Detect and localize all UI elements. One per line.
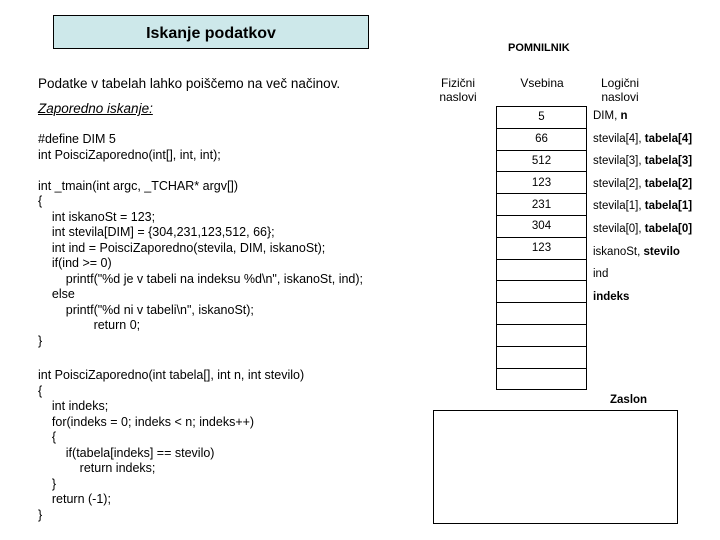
logical-label-plain: stevila[4], [593,132,645,145]
memory-row [497,237,587,259]
logical-label-bold: tabela[4] [644,132,693,145]
column-header-content: Vsebina [520,76,564,90]
logical-label-bold: tabela[2] [644,177,693,190]
intro-text: Podatke v tabelah lahko poiščemo na več načinov. [38,76,341,91]
logical-address-label [593,223,692,235]
memory-cell: 512 [497,150,587,172]
logical-label-plain: stevila[3], [593,155,645,168]
memory-cell [497,346,587,368]
logical-label-plain: DIM, [593,110,621,122]
memory-row [497,128,587,150]
logical-address-label [593,268,608,280]
logical-label-bold: tabela[3] [644,155,693,168]
memory-row [497,215,587,237]
logical-label-plain: stevila[0], [593,223,645,235]
memory-cell: 5 [497,107,587,129]
memory-row [497,107,587,129]
screen-box [433,410,678,524]
memory-row [497,194,587,216]
memory-cell: 123 [497,237,587,259]
logical-label-bold: indeks [593,290,630,303]
page-title: Iskanje podatkov [53,15,369,49]
logical-address-label [593,155,692,167]
logical-address-label [593,133,692,145]
memory-row [497,303,587,325]
memory-row [497,368,587,390]
section-heading: Zaporedno iskanje: [38,101,153,116]
memory-cell [497,259,587,281]
logical-label-plain: ind [593,268,609,281]
logical-address-label [593,291,629,303]
logical-address-label [593,200,692,212]
memory-cell [497,368,587,390]
memory-row [497,324,587,346]
logical-label-plain: iskanoSt, [593,245,644,258]
logical-address-label [593,178,692,190]
logical-label-plain: stevila[2], [593,177,645,190]
logical-label-plain: stevila[1], [593,200,645,213]
column-header-logical: Logični naslovi [600,76,640,104]
column-header-physical: Fizični naslovi [439,76,477,104]
screen-label: Zaslon [610,394,648,406]
memory-heading: POMNILNIK [508,42,570,54]
memory-cell: 123 [497,172,587,194]
memory-row [497,346,587,368]
logical-address-label [593,110,628,122]
logical-address-label [593,246,680,258]
memory-table [496,106,587,390]
code-block-main: #define DIM 5 int PoisciZaporedno(int[], int, int); int _tmain(int argc, _TCHAR* argv[]) { int iskanoSt = 123; int stevila[DIM] = {304,231,123,512, 66}; int ind = PoisciZaporedno(stevila, DIM, iskanoSt); if(ind >= 0) printf("%d je v tabeli na indeksu %d\n", iskanoSt, ind); else printf("%d ni v tabeli\n", iskanoSt); return 0; } [38,132,364,348]
memory-cell: 231 [497,194,587,216]
logical-label-bold: n [620,110,628,122]
logical-label-bold: tabela[1] [644,200,693,213]
memory-cell: 304 [497,215,587,237]
memory-cell [497,303,587,325]
memory-row [497,150,587,172]
memory-row [497,281,587,303]
memory-cell [497,281,587,303]
memory-cell: 66 [497,128,587,150]
memory-row [497,172,587,194]
logical-label-bold: stevilo [643,245,680,258]
logical-label-bold: tabela[0] [644,223,693,235]
memory-row [497,259,587,281]
memory-cell [497,324,587,346]
code-block-function: int PoisciZaporedno(int tabela[], int n, int stevilo) { int indeks; for(indeks = 0; indeks < n; indeks++) { if(tabela[indeks] == stevilo) return indeks; } return (-1); } [38,368,305,522]
